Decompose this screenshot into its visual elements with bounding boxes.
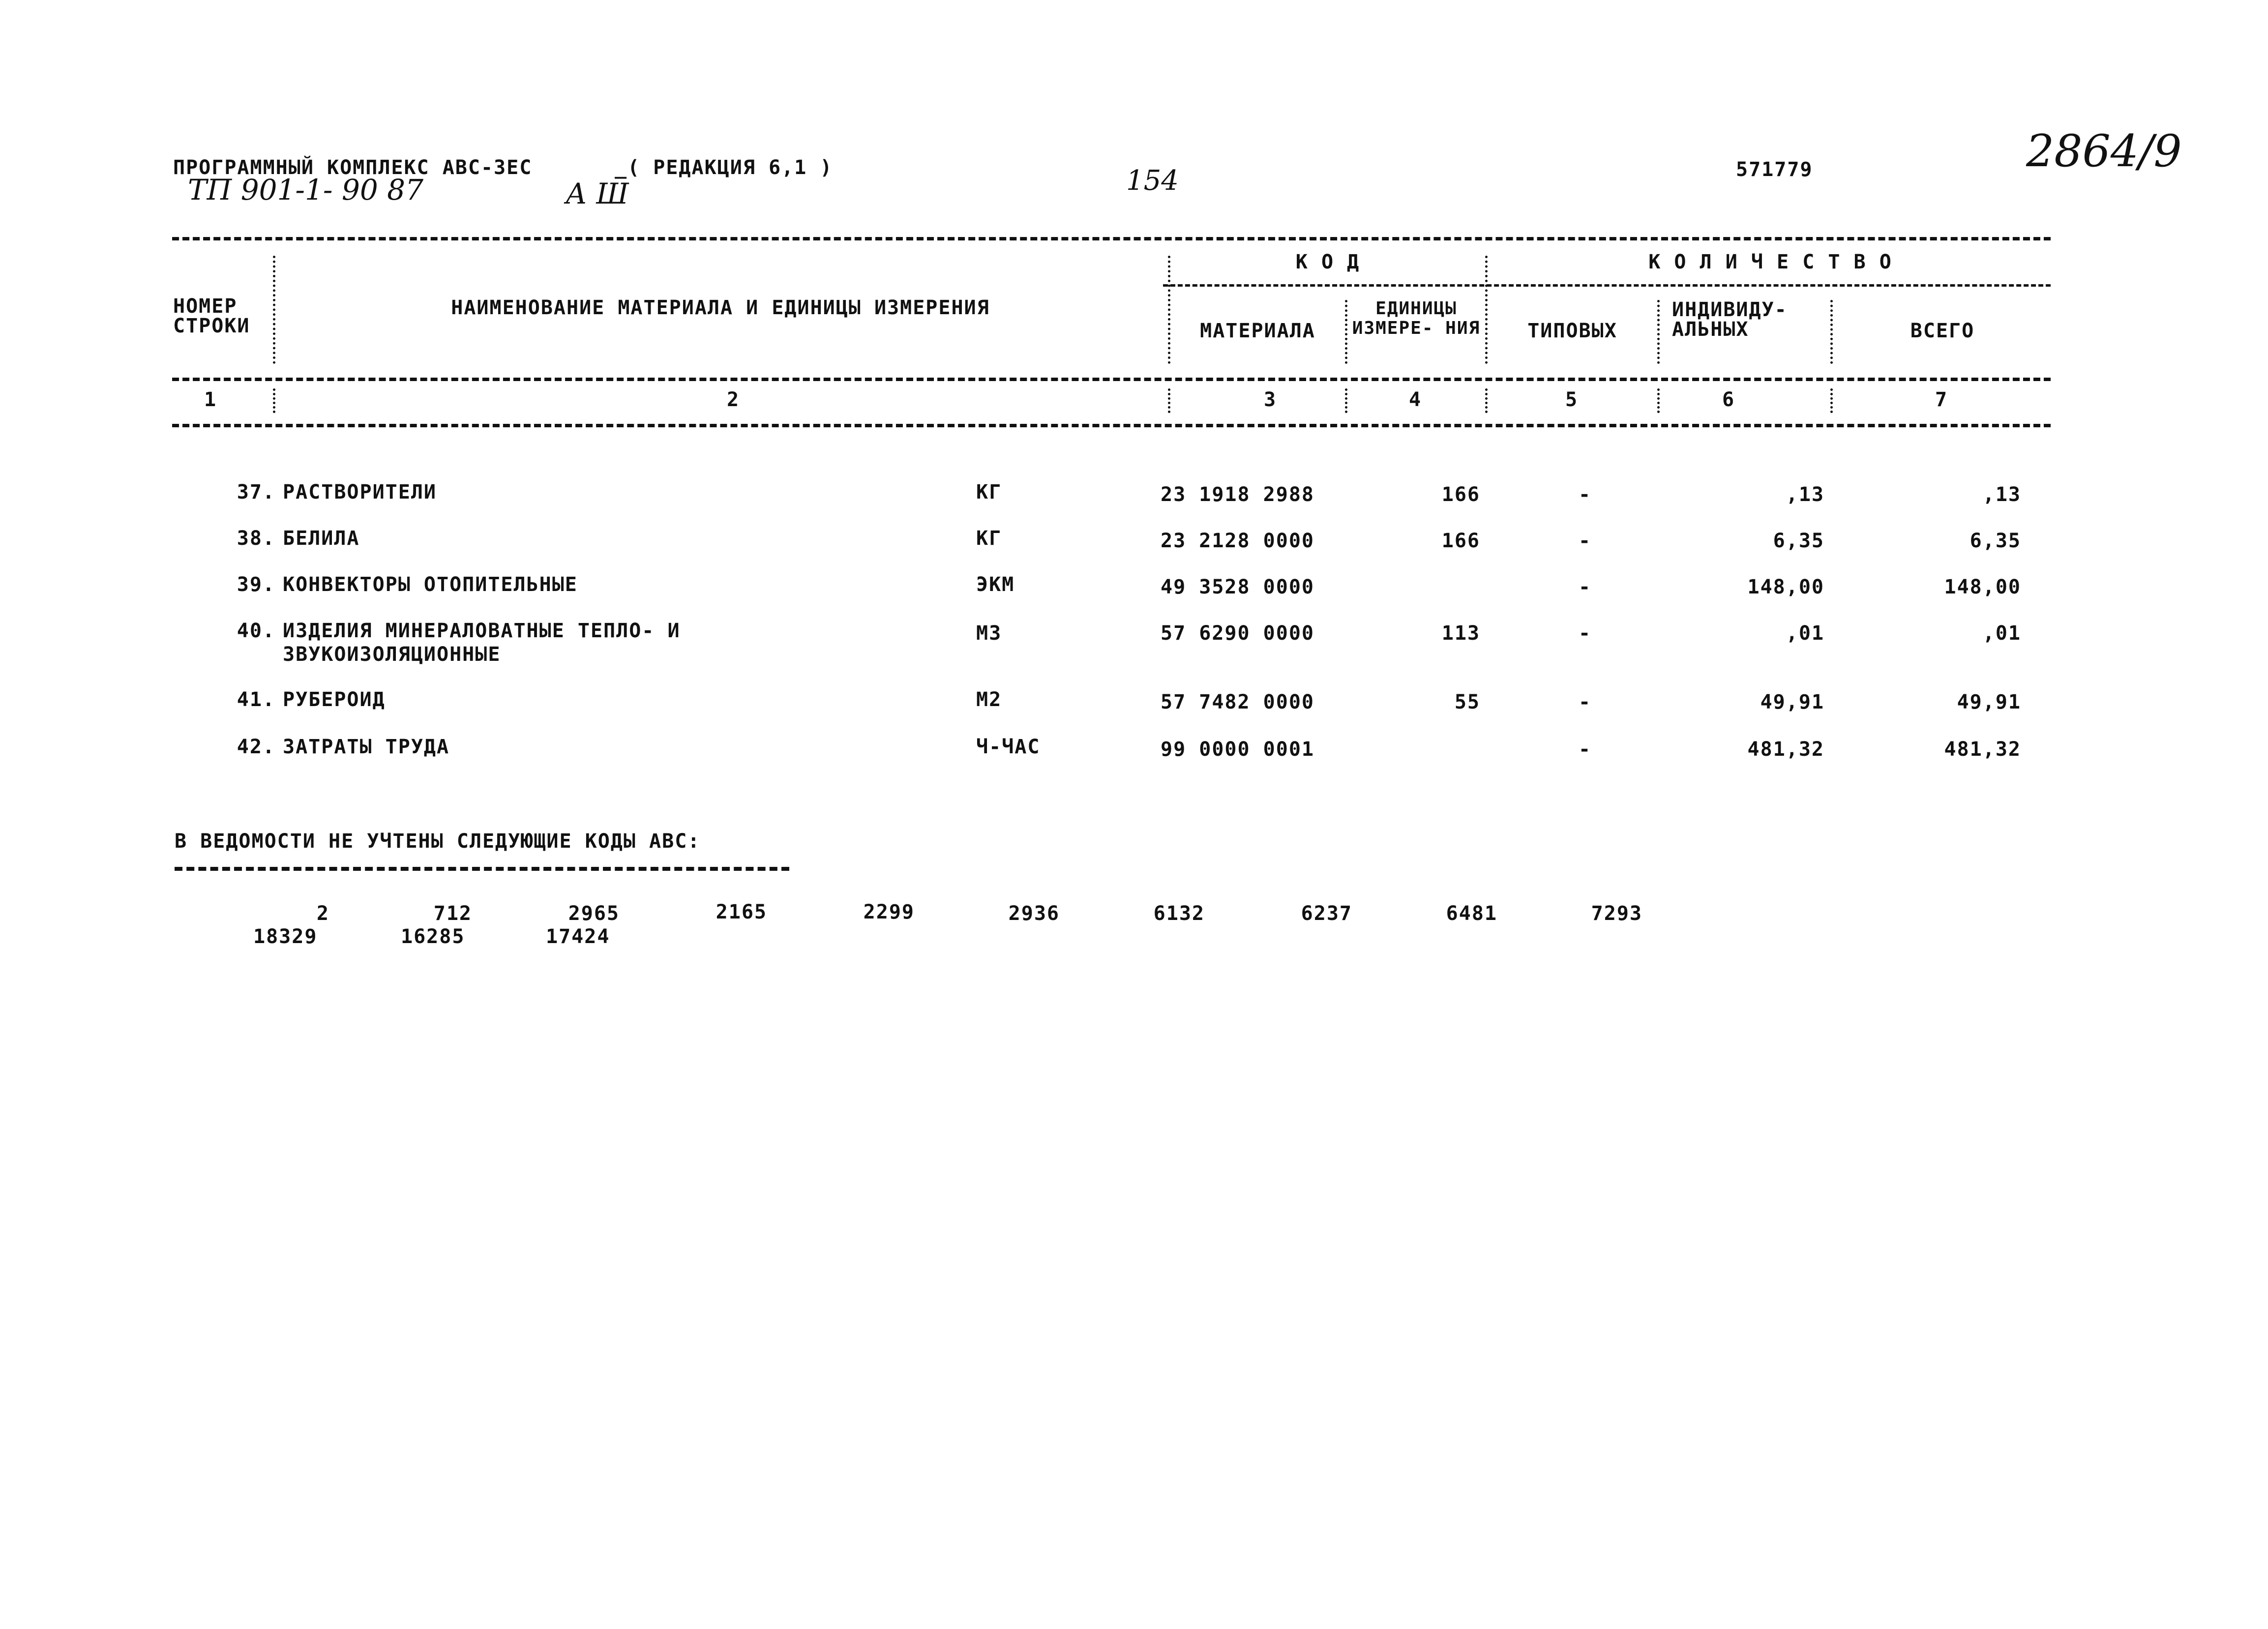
column-separator [1168,388,1170,413]
header-total: ВСЕГО [1910,320,1975,342]
code-group-rule [1163,284,2051,287]
note-underline [175,867,789,871]
material-name: РАСТВОРИТЕЛИ [283,481,437,504]
header-name: НАИМЕНОВАНИЕ МАТЕРИАЛА И ЕДИНИЦЫ ИЗМЕРЕНИЯ [451,296,990,319]
material-name-continued: ЗВУКОИЗОЛЯЦИОННЫЕ [283,643,501,666]
typical-quantity: - [1579,576,1592,598]
column-separator [273,388,275,413]
unit-name: ЭКМ [976,573,1015,596]
unit-code: 166 [1441,483,1480,506]
abc-code: 6481 [1446,902,1497,925]
row-number: 40. [237,620,275,642]
abc-code: 6237 [1301,902,1352,925]
column-separator [1345,388,1347,413]
column-separator [1168,256,1170,364]
individual-quantity: ,01 [1786,622,1824,645]
material-name: КОНВЕКТОРЫ ОТОПИТЕЛЬНЫЕ [283,573,578,596]
individual-quantity: 49,91 [1760,691,1824,713]
material-name: ЗАТРАТЫ ТРУДА [283,736,450,758]
typical-quantity: - [1579,622,1592,645]
header-material: МАТЕРИАЛА [1200,320,1315,342]
document-number: 571779 [1736,158,1813,181]
individual-quantity: ,13 [1786,483,1824,506]
abc-code: 7293 [1591,902,1642,925]
handwritten-project-code: ТП 901-1- 90 87 [188,173,423,207]
total-quantity: 481,32 [1944,738,2021,761]
unit-name: Ч-ЧАС [976,736,1041,758]
typical-quantity: - [1579,691,1592,713]
column-separator [1830,300,1833,364]
unit-name: М3 [976,622,1002,645]
typical-quantity: - [1579,483,1592,506]
abc-code: 17424 [546,925,610,948]
material-code: 99 0000 0001 [1161,738,1314,761]
total-quantity: 6,35 [1970,530,2021,552]
total-quantity: 49,91 [1957,691,2021,713]
handwritten-stamp: А Ш [566,177,629,210]
column-number: 7 [1935,388,1948,411]
abc-code: 16285 [401,925,465,948]
header-quantity-group: К О Л И Ч Е С Т В О [1648,251,1892,273]
column-separator [1345,300,1347,364]
column-number: 1 [204,388,217,411]
column-number: 4 [1409,388,1422,411]
row-number: 37. [237,481,275,504]
header-unit-code: ЕДИНИЦЫ ИЗМЕРЕ- НИЯ [1352,298,1481,338]
row-number: 39. [237,573,275,596]
header-code-group: К О Д [1295,251,1360,273]
column-separator [1485,256,1488,364]
column-number: 5 [1565,388,1579,411]
handwritten-sheet-number: 2864/9 [2026,125,2182,177]
header-individual: ИНДИВИДУ- АЛЬНЫХ [1672,298,1788,341]
column-number: 6 [1722,388,1735,411]
column-number: 3 [1264,388,1277,411]
total-quantity: 148,00 [1944,576,2021,598]
header-rule [172,378,2051,381]
row-number: 42. [237,736,275,758]
material-code: 49 3528 0000 [1161,576,1314,598]
unit-code: 113 [1441,622,1480,645]
row-number: 41. [237,688,275,711]
total-quantity: ,13 [1982,483,2021,506]
unit-code: 55 [1454,691,1480,713]
column-separator [1485,388,1488,413]
abc-code: 2 [316,902,329,925]
unaccounted-codes-note: В ВЕДОМОСТИ НЕ УЧТЕНЫ СЛЕДУЮЩИЕ КОДЫ АВС: [175,830,701,853]
typical-quantity: - [1579,530,1592,552]
unit-name: М2 [976,688,1002,711]
individual-quantity: 481,32 [1747,738,1824,761]
unit-name: КГ [976,481,1002,504]
material-name: БЕЛИЛА [283,527,360,550]
column-separator [1657,300,1660,364]
material-code: 57 7482 0000 [1161,691,1314,713]
abc-code: 2299 [863,901,915,923]
column-number-rule [172,424,2051,427]
individual-quantity: 148,00 [1747,576,1824,598]
material-name: ИЗДЕЛИЯ МИНЕРАЛОВАТНЫЕ ТЕПЛО- И [283,620,681,642]
unit-name: КГ [976,527,1002,550]
column-separator [273,256,275,364]
abc-code: 2936 [1008,902,1060,925]
column-number: 2 [727,388,740,411]
edition-label: _( РЕДАКЦИЯ 6,1 ) [615,156,833,179]
abc-code: 712 [433,902,472,925]
table-top-rule [172,237,2051,240]
handwritten-page-number: 154 [1126,165,1179,197]
abc-code: 2965 [568,902,620,925]
abc-code: 6132 [1153,902,1205,925]
material-name: РУБЕРОИД [283,688,386,711]
abc-code: 2165 [716,901,767,923]
material-code: 23 2128 0000 [1161,530,1314,552]
unit-code: 166 [1441,530,1480,552]
row-number: 38. [237,527,275,550]
header-row-number: НОМЕР СТРОКИ [173,295,250,337]
header-typical: ТИПОВЫХ [1527,320,1617,342]
abc-code: 18329 [253,925,318,948]
column-separator [1830,388,1833,413]
material-code: 57 6290 0000 [1161,622,1314,645]
typical-quantity: - [1579,738,1592,761]
program-title: ПРОГРАММНЫЙ КОМПЛЕКС АВС-3ЕС [173,156,533,179]
individual-quantity: 6,35 [1773,530,1824,552]
material-code: 23 1918 2988 [1161,483,1314,506]
total-quantity: ,01 [1982,622,2021,645]
column-separator [1657,388,1660,413]
